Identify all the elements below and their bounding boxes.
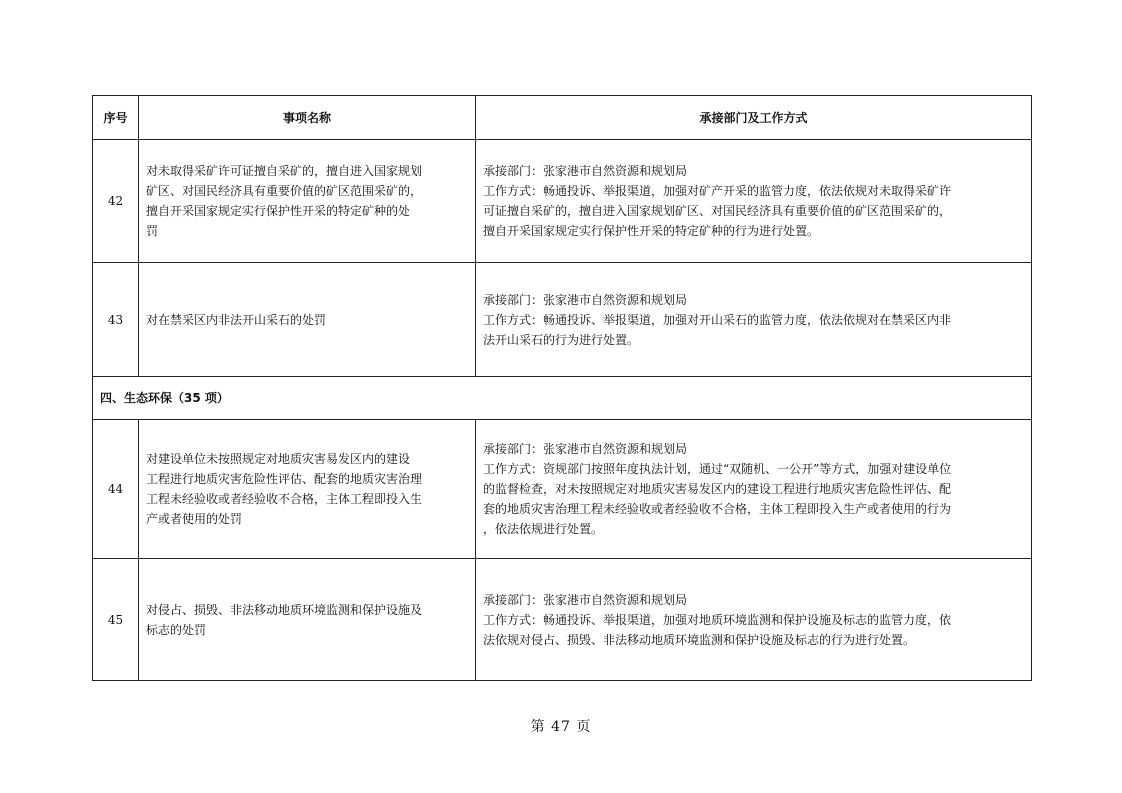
row-number: 44 [93, 420, 139, 559]
table-row [93, 140, 1032, 263]
page-number: 第 47 页 [530, 719, 592, 735]
table-row [93, 263, 1032, 377]
table-header-row [93, 96, 1032, 140]
matters-table [92, 95, 1032, 681]
header-num: 序号 [93, 96, 139, 140]
row-number: 45 [93, 559, 139, 681]
section-title: 四、生态环保（35 项） [93, 377, 1032, 420]
table-row [93, 420, 1032, 559]
header-name: 事项名称 [139, 96, 476, 140]
section-row [93, 377, 1032, 420]
row-number: 43 [93, 263, 139, 377]
dept-method: 承接部门：张家港市自然资源和规划局 工作方式：畅通投诉、举报渠道，加强对开山采石的监管力度，依法依规对在禁采区内非 法开山采石的行为进行处置。 [476, 263, 1032, 377]
row-number: 42 [93, 140, 139, 263]
matter-name: 对侵占、损毁、非法移动地质环境监测和保护设施及 标志的处罚 [139, 559, 476, 681]
dept-method: 承接部门：张家港市自然资源和规划局 工作方式：畅通投诉、举报渠道，加强对矿产开采的监管力度，依法依规对未取得采矿许 可证擅自采矿的，擅自进入国家规划矿区、对国民经济具有重要价值的矿区范围采矿的， 擅自开采国家规定实行保护性开采的特定矿种的行为进行处置。 [476, 140, 1032, 263]
table-row [93, 559, 1032, 681]
matter-name: 对未取得采矿许可证擅自采矿的，擅自进入国家规划 矿区、对国民经济具有重要价值的矿区范围采矿的， 擅自开采国家规定实行保护性开采的特定矿种的处 罚 [139, 140, 476, 263]
header-method: 承接部门及工作方式 [476, 96, 1032, 140]
dept-method: 承接部门：张家港市自然资源和规划局 工作方式：畅通投诉、举报渠道，加强对地质环境监测和保护设施及标志的监管力度，依 法依规对侵占、损毁、非法移动地质环境监测和保护设施及标志的行为进行处置。 [476, 559, 1032, 681]
matter-name: 对建设单位未按照规定对地质灾害易发区内的建设 工程进行地质灾害危险性评估、配套的地质灾害治理 工程未经验收或者经验收不合格，主体工程即投入生 产或者使用的处罚 [139, 420, 476, 559]
dept-method: 承接部门：张家港市自然资源和规划局 工作方式：资规部门按照年度执法计划，通过“双随机、一公开”等方式，加强对建设单位 的监督检查，对未按照规定对地质灾害易发区内的建设工程进行地质灾害危险性评估、配 套的地质灾害治理工程未经验收或者经验收不合格，主体工程即投入生产或者使用的行为 ，依法依规进行处置。 [476, 420, 1032, 559]
matter-name: 对在禁采区内非法开山采石的处罚 [139, 263, 476, 377]
